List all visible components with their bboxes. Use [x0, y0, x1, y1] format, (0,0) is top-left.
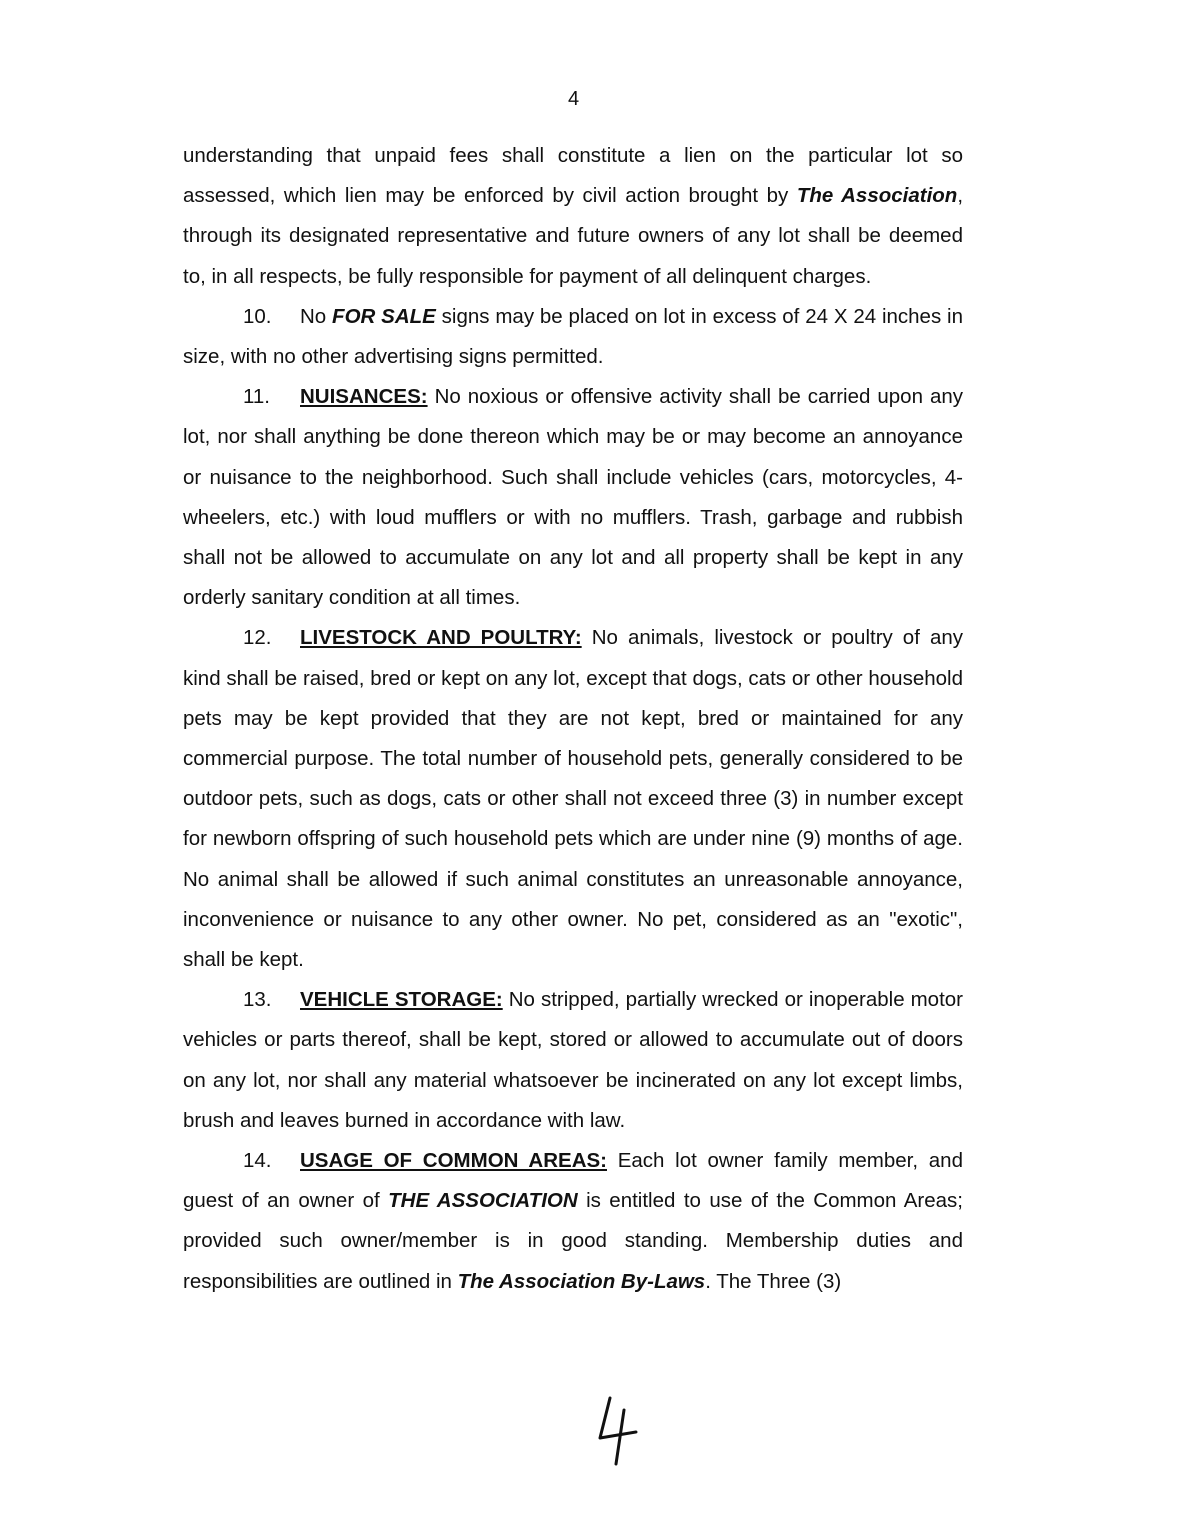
section-number: 14.: [243, 1149, 272, 1173]
handwritten-four-mark: [586, 1392, 646, 1472]
emphasis-for-sale: FOR SALE: [332, 304, 436, 328]
section-13: 13. VEHICLE STORAGE: No stripped, partially wrecked or inoperable motor vehicles or parts thereof, shall be kept, stored or allowed to accumulate out of doors on any lot, nor shall any material whatsoever be incinerated on any lot except limbs, brush and leaves burned in accordance with law.: [183, 980, 963, 1141]
section-heading: LIVESTOCK AND POULTRY:: [300, 626, 582, 650]
section-number: 10.: [243, 304, 272, 328]
continuation-paragraph: understanding that unpaid fees shall constitute a lien on the particular lot so assessed, which lien may be enforced by civil action brought by The Association, through its designated representative and future owners of any lot shall be deemed to, in all respects, be fully responsible for payment of all delinquent charges.: [183, 144, 964, 288]
document-body: [183, 136, 963, 1302]
handwritten-page-number: [586, 1392, 646, 1472]
section-11: 11. NUISANCES: No noxious or offensive activity shall be carried upon any lot, nor shall anything be done thereon which may be or may become an annoyance or nuisance to the neighborhood. Such shall include vehicles (cars, motorcycles, 4-wheelers, etc.) with loud mufflers or with no mufflers. Trash, garbage and rubbish shall not be allowed to accumulate on any lot and all property shall be kept in any orderly sanitary condition at all times.: [183, 377, 963, 618]
emphasis-the-association-caps: THE ASSOCIATION: [388, 1189, 578, 1213]
section-number: 13.: [243, 988, 272, 1012]
section-heading: USAGE OF COMMON AREAS:: [300, 1149, 607, 1173]
section-number: 12.: [243, 626, 272, 650]
section-12: 12. LIVESTOCK AND POULTRY: No animals, livestock or poultry of any kind shall be raised, bred or kept on any lot, except that dogs, cats or other household pets may be kept provided that they are not kept, bred or maintained for any commercial purpose. The total number of household pets, generally considered to be outdoor pets, such as dogs, cats or other shall not exceed three (3) in number except for newborn offspring of such household pets which are under nine (9) months of age. No animal shall be allowed if such animal constitutes an unreasonable annoyance, inconvenience or nuisance to any other owner. No pet, considered as an "exotic", shall be kept.: [183, 618, 963, 980]
section-14: 14. USAGE OF COMMON AREAS: Each lot owner family member, and guest of an owner of THE ASSOCIATION is entitled to use of the Common Areas; provided such owner/member is in good standing. Membership duties and responsibilities are outlined in The Association By-Laws. The Three (3): [183, 1141, 963, 1302]
page-number: 4: [567, 88, 580, 110]
emphasis-the-association: The Association: [796, 184, 958, 208]
section-heading: VEHICLE STORAGE:: [300, 988, 503, 1012]
section-number: 11.: [243, 385, 270, 409]
section-heading: NUISANCES:: [300, 385, 428, 409]
section-10: 10. No FOR SALE signs may be placed on lot in excess of 24 X 24 inches in size, with no other advertising signs permitted.: [183, 297, 963, 377]
emphasis-association-by-laws: The Association By-Laws: [457, 1269, 706, 1293]
